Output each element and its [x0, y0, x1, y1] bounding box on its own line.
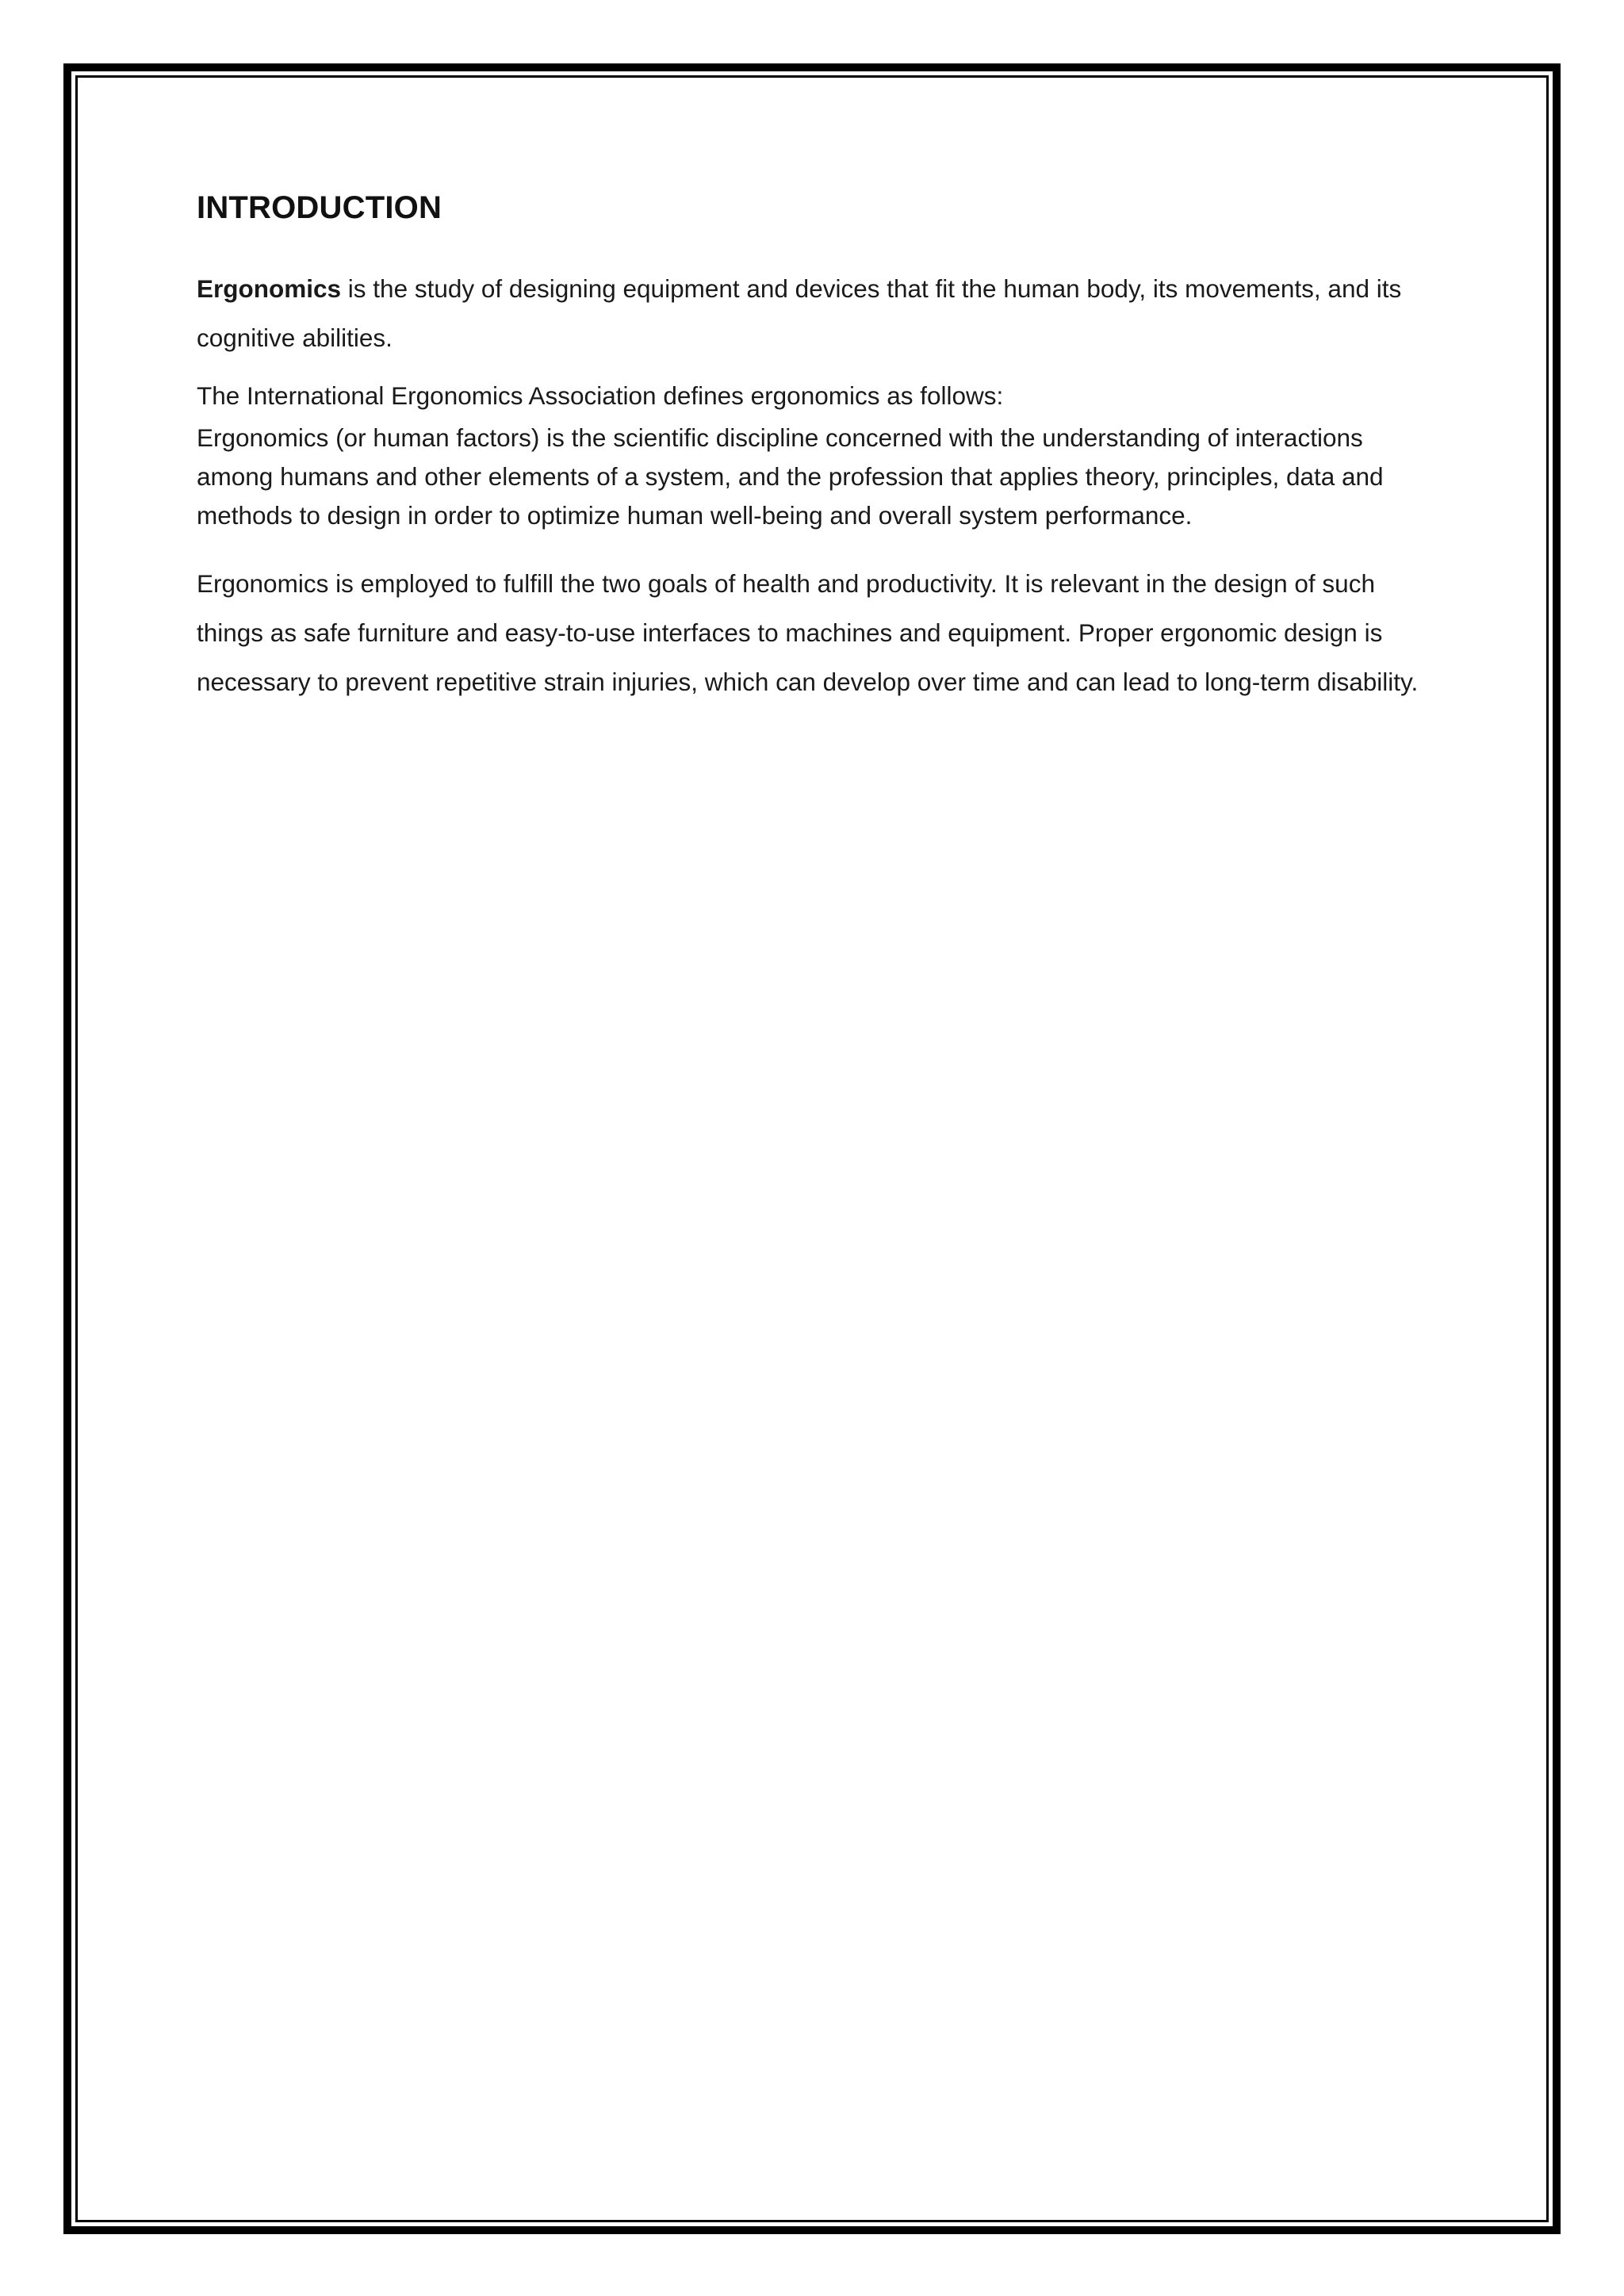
page-content [197, 190, 1434, 706]
definition-text: is the study of designing equipment and devices that fit the human body, its movements, and its cognitive abilities. [197, 274, 1402, 352]
iea-definition-paragraph: Ergonomics (or human factors) is the scientific discipline concerned with the understanding of interactions among humans and other elements of a system, and the profession that applies theory, principles, data and methods to design in order to optimize human well-being and overall system performance. [197, 423, 1384, 530]
definition-paragraph [197, 264, 1434, 362]
iea-intro-paragraph: The International Ergonomics Association defines ergonomics as follows: [197, 381, 1004, 410]
goals-paragraph: Ergonomics is employed to fulfill the two goals of health and productivity. It is relevant in the design of such things as safe furniture and easy-to-use interfaces to machines and equipment. Proper ergonomic design is necessary to prevent repetitive strain injuries, which can develop over time and can lead to long-term disability. [197, 569, 1419, 696]
section-heading: INTRODUCTION [197, 190, 442, 225]
definition-term: Ergonomics [197, 274, 342, 303]
